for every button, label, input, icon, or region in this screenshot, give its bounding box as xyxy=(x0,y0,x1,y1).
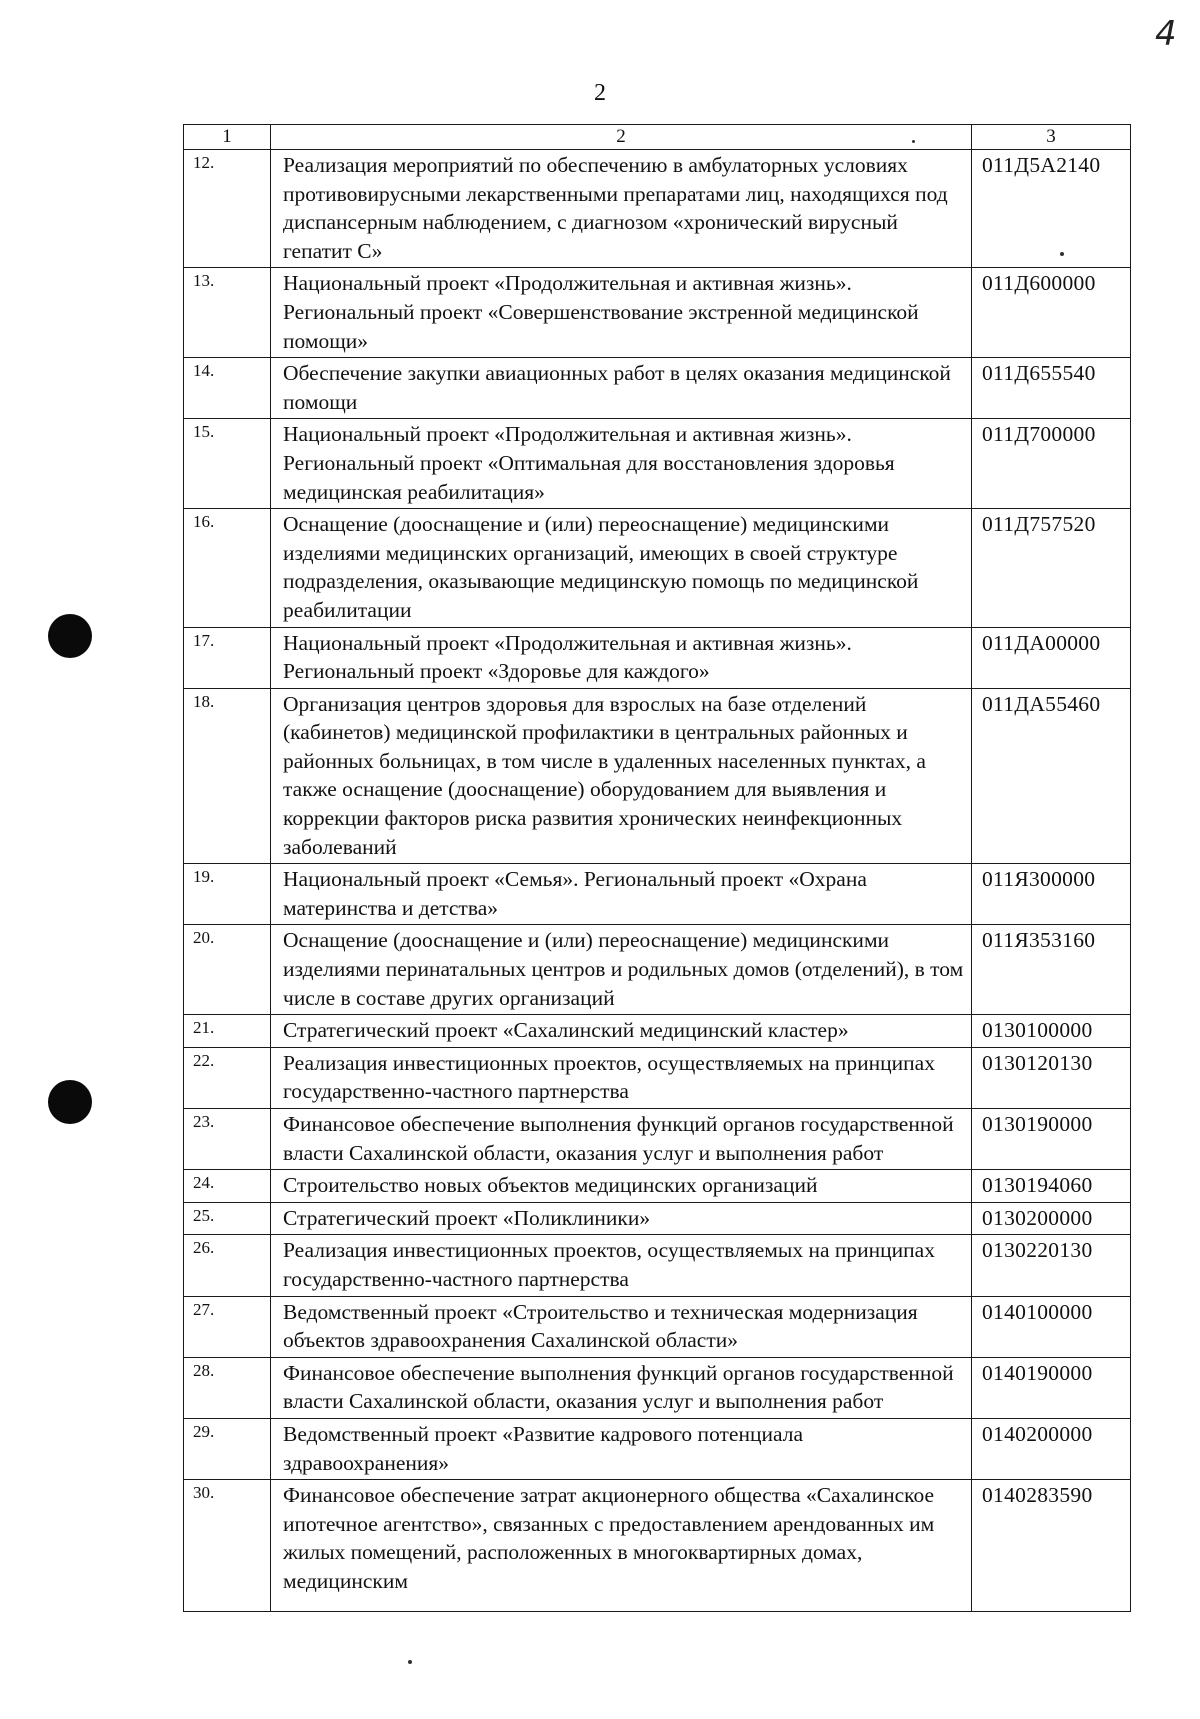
row-description: Обеспечение закупки авиационных работ в целях оказания медицинской помощи xyxy=(271,358,972,419)
table-row xyxy=(184,688,1131,864)
table-row xyxy=(184,1296,1131,1357)
table-header-row xyxy=(184,125,1131,150)
row-number: 23. xyxy=(184,1109,271,1170)
row-code: 0140200000 xyxy=(972,1418,1131,1479)
row-description: Стратегический проект «Сахалинский медицинский кластер» xyxy=(271,1015,972,1048)
budget-classification-table xyxy=(183,124,1131,1612)
row-number: 28. xyxy=(184,1357,271,1418)
row-code: 011Д700000 xyxy=(972,419,1131,509)
row-code: 011Д757520 xyxy=(972,509,1131,627)
row-description: Ведомственный проект «Развитие кадрового потенциала здравоохранения» xyxy=(271,1418,972,1479)
row-number: 13. xyxy=(184,268,271,358)
table-row xyxy=(184,358,1131,419)
row-description: Финансовое обеспечение выполнения функций органов государственной власти Сахалинской области, оказания услуг и выполнения работ xyxy=(271,1357,972,1418)
punch-hole-mark xyxy=(48,614,92,658)
row-code: 011ДА55460 xyxy=(972,688,1131,864)
row-number: 18. xyxy=(184,688,271,864)
row-code: 011Я300000 xyxy=(972,864,1131,925)
table-row xyxy=(184,419,1131,509)
scan-speck xyxy=(408,1660,412,1664)
handwritten-page-mark: 4 xyxy=(1155,14,1177,54)
row-number: 29. xyxy=(184,1418,271,1479)
row-description: Национальный проект «Продолжительная и активная жизнь». Региональный проект «Совершенствование экстренной медицинской помощи» xyxy=(271,268,972,358)
table-row xyxy=(184,1357,1131,1418)
row-description: Национальный проект «Продолжительная и активная жизнь». Региональный проект «Оптимальная для восстановления здоровья медицинская реабилитация» xyxy=(271,419,972,509)
row-description: Стратегический проект «Поликлиники» xyxy=(271,1202,972,1235)
table-row xyxy=(184,1047,1131,1108)
table-row xyxy=(184,864,1131,925)
row-description: Финансовое обеспечение выполнения функций органов государственной власти Сахалинской области, оказания услуг и выполнения работ xyxy=(271,1109,972,1170)
row-code: 0140190000 xyxy=(972,1357,1131,1418)
row-description: Оснащение (дооснащение и (или) переоснащение) медицинскими изделиями перинатальных центров и родильных домов (отделений), в том числе в составе других организаций xyxy=(271,925,972,1015)
column-header-number: 1 xyxy=(184,125,271,150)
page-number: 2 xyxy=(594,80,606,106)
punch-hole-mark xyxy=(48,1080,92,1124)
row-number: 14. xyxy=(184,358,271,419)
row-code: 0140100000 xyxy=(972,1296,1131,1357)
table-row xyxy=(184,150,1131,268)
row-number: 19. xyxy=(184,864,271,925)
row-number: 26. xyxy=(184,1235,271,1296)
row-code: 011ДА00000 xyxy=(972,627,1131,688)
row-code: 0140283590 xyxy=(972,1480,1131,1612)
row-number: 12. xyxy=(184,150,271,268)
row-description: Организация центров здоровья для взрослых на базе отделений (кабинетов) медицинской профилактики в центральных районных и районных больницах, в том числе в удаленных населенных пунктах, а также оснащение (дооснащение) оборудованием для выявления и коррекции факторов риска развития хронических неинфекционных заболеваний xyxy=(271,688,972,864)
table-row xyxy=(184,627,1131,688)
table-row xyxy=(184,1418,1131,1479)
row-number: 25. xyxy=(184,1202,271,1235)
row-number: 24. xyxy=(184,1170,271,1203)
table-row xyxy=(184,1015,1131,1048)
row-code: 0130190000 xyxy=(972,1109,1131,1170)
row-number: 16. xyxy=(184,509,271,627)
row-number: 27. xyxy=(184,1296,271,1357)
row-description: Реализация инвестиционных проектов, осуществляемых на принципах государственно-частного партнерства xyxy=(271,1047,972,1108)
table-row xyxy=(184,1109,1131,1170)
row-code: 0130194060 xyxy=(972,1170,1131,1203)
row-code: 011Д5А2140 xyxy=(972,150,1131,268)
row-number: 20. xyxy=(184,925,271,1015)
row-number: 30. xyxy=(184,1480,271,1612)
table-row xyxy=(184,268,1131,358)
table-row xyxy=(184,1170,1131,1203)
row-code: 011Я353160 xyxy=(972,925,1131,1015)
row-description: Финансовое обеспечение затрат акционерного общества «Сахалинское ипотечное агентство», связанных с предоставлением арендованных им жилых помещений, расположенных в многоквартирных домах, медицинским xyxy=(271,1480,972,1612)
table-row xyxy=(184,925,1131,1015)
row-number: 17. xyxy=(184,627,271,688)
table-row xyxy=(184,1235,1131,1296)
row-description: Реализация инвестиционных проектов, осуществляемых на принципах государственно-частного партнерства xyxy=(271,1235,972,1296)
row-description: Ведомственный проект «Строительство и техническая модернизация объектов здравоохранения Сахалинской области» xyxy=(271,1296,972,1357)
row-description: Национальный проект «Семья». Региональный проект «Охрана материнства и детства» xyxy=(271,864,972,925)
row-description: Строительство новых объектов медицинских организаций xyxy=(271,1170,972,1203)
column-header-code: 3 xyxy=(972,125,1131,150)
row-code: 0130200000 xyxy=(972,1202,1131,1235)
row-code: 0130120130 xyxy=(972,1047,1131,1108)
row-number: 22. xyxy=(184,1047,271,1108)
row-code: 011Д600000 xyxy=(972,268,1131,358)
row-code: 0130100000 xyxy=(972,1015,1131,1048)
table-row xyxy=(184,1480,1131,1612)
row-description: Оснащение (дооснащение и (или) переоснащение) медицинскими изделиями медицинских организаций, имеющих в своей структуре подразделения, оказывающие медицинскую помощь по медицинской реабилитации xyxy=(271,509,972,627)
table-row xyxy=(184,509,1131,627)
row-description: Реализация мероприятий по обеспечению в амбулаторных условиях противовирусными лекарственными препаратами лиц, находящихся под диспансерным наблюдением, с диагнозом «хронический вирусный гепатит С» xyxy=(271,150,972,268)
table-row xyxy=(184,1202,1131,1235)
row-code: 011Д655540 xyxy=(972,358,1131,419)
column-header-name: 2 xyxy=(271,125,972,150)
row-description: Национальный проект «Продолжительная и активная жизнь». Региональный проект «Здоровье для каждого» xyxy=(271,627,972,688)
row-number: 21. xyxy=(184,1015,271,1048)
row-code: 0130220130 xyxy=(972,1235,1131,1296)
row-number: 15. xyxy=(184,419,271,509)
